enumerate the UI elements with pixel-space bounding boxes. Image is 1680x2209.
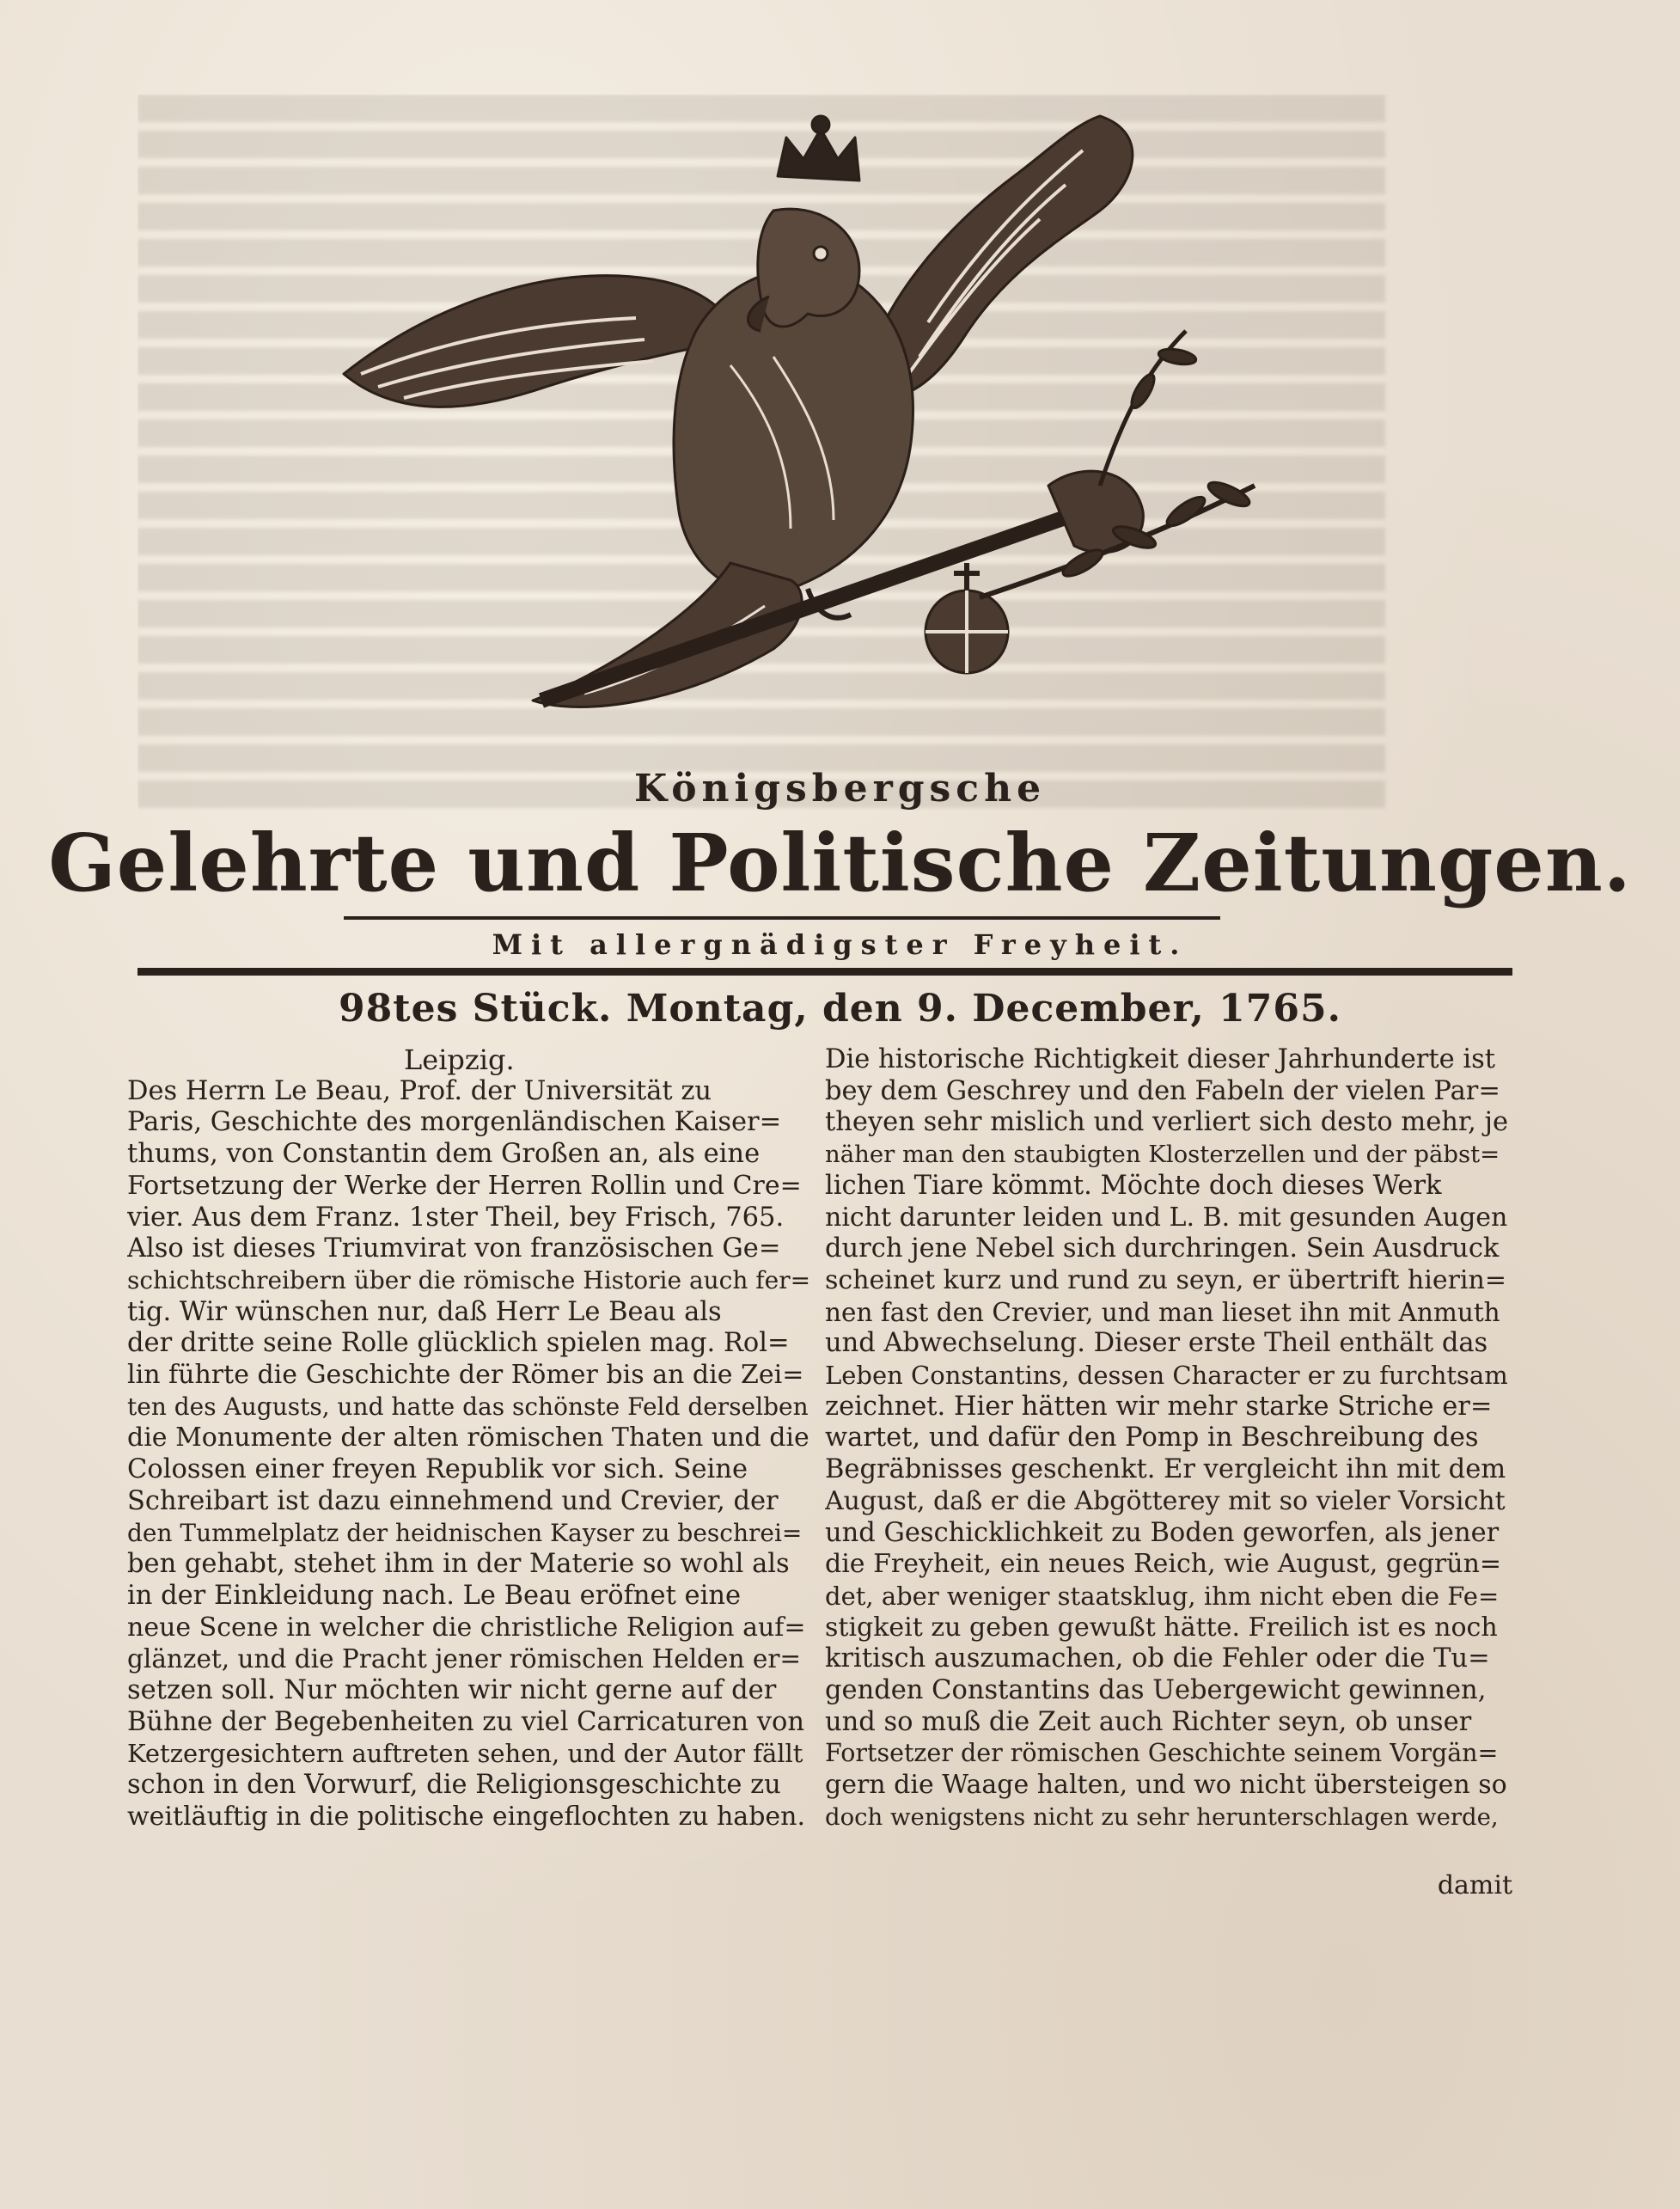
issue-dateline: 98tes Stück. Montag, den 9. December, 1765.: [339, 987, 1341, 1031]
text-line: zeichnet. Hier hätten wir mehr starke Striche er=: [825, 1391, 1493, 1422]
text-line: Colossen einer freyen Republik vor sich. Seine: [127, 1454, 748, 1485]
right-column: [825, 1044, 1508, 1833]
text-line: Leben Constantins, dessen Character er zu furchtsam: [825, 1361, 1508, 1391]
text-line: und so muß die Zeit auch Richter seyn, ob unser: [825, 1706, 1472, 1737]
text-line: ben gehabt, stehet ihm in der Materie so wohl als: [127, 1549, 790, 1580]
divider-rule: [344, 916, 1220, 920]
text-line: durch jene Nebel sich durchringen. Sein Ausdruck: [825, 1233, 1500, 1264]
text-line: kritisch auszumachen, ob die Fehler oder die Tu=: [825, 1643, 1490, 1674]
article-heading: Leipzig.: [404, 1043, 515, 1076]
left-column: [127, 1044, 810, 1833]
text-line: Fortsetzer der römischen Geschichte seinem Vorgän=: [825, 1739, 1499, 1768]
text-line: und Abwechselung. Dieser erste Theil enthält das: [825, 1328, 1488, 1359]
text-line: nicht darunter leiden und L. B. mit gesunden Augen: [825, 1202, 1508, 1233]
text-line: theyen sehr mislich und verliert sich desto mehr, je: [825, 1107, 1508, 1138]
text-line: die Freyheit, ein neues Reich, wie August, gegrün=: [825, 1549, 1502, 1580]
text-line: Ketzergesichtern auftreten sehen, und der Autor fällt: [127, 1739, 803, 1769]
text-line: Bühne der Begebenheiten zu viel Carricaturen von: [127, 1706, 804, 1737]
text-line: die Monumente der alten römischen Thaten und die: [127, 1423, 809, 1453]
text-line: Also ist dieses Triumvirat von französischen Ge=: [127, 1233, 781, 1264]
text-line: doch wenigstens nicht zu sehr herunterschlagen werde,: [825, 1802, 1499, 1831]
text-line: der dritte seine Rolle glücklich spielen mag. Rol=: [127, 1328, 790, 1359]
text-line: Des Herrn Le Beau, Prof. der Universität zu: [127, 1075, 712, 1106]
text-line: det, aber weniger staatsklug, ihm nicht eben die Fe=: [825, 1581, 1500, 1611]
text-line: Paris, Geschichte des morgenländischen Kaiser=: [127, 1107, 782, 1138]
masthead-city: Königsbergsche: [633, 767, 1047, 811]
text-line: August, daß er die Abgötterey mit so vieler Vorsicht: [825, 1485, 1506, 1516]
divider-rule-thick: [137, 968, 1512, 976]
text-line: thums, von Constantin dem Großen an, als eine: [127, 1139, 761, 1170]
text-line: und Geschicklichkeit zu Boden geworfen, als jener: [825, 1517, 1500, 1548]
text-line: näher man den staubigten Klosterzellen und der päbst=: [825, 1141, 1500, 1169]
masthead-title: Gelehrte und Politische Zeitungen.: [48, 817, 1632, 909]
privilege-line: Mit allergnädigster Freyheit.: [492, 928, 1188, 961]
text-line: schichtschreibern über die römische Historie auch fer=: [127, 1265, 810, 1294]
text-line: bey dem Geschrey und den Fabeln der vielen Par=: [825, 1075, 1500, 1106]
catchword: damit: [1437, 1870, 1512, 1900]
text-line: scheinet kurz und rund zu seyn, er übertrift hierin=: [825, 1264, 1506, 1295]
text-line: glänzet, und die Pracht jener römischen Helden er=: [127, 1644, 802, 1674]
text-line: ten des Augusts, und hatte das schönste Feld derselben: [127, 1392, 809, 1421]
text-line: Fortsetzung der Werke der Herren Rollin und Cre=: [127, 1170, 802, 1201]
text-line: Schreibart ist dazu einnehmend und Crevier, der: [127, 1485, 779, 1516]
text-line: lin führte die Geschichte der Römer bis an die Zei=: [127, 1360, 804, 1391]
text-line: gern die Waage halten, und wo nicht übersteigen so: [825, 1770, 1507, 1801]
text-line: stigkeit zu geben gewußt hätte. Freilich ist es noch: [825, 1612, 1498, 1643]
text-line: schon in den Vorwurf, die Religionsgeschichte zu: [127, 1770, 781, 1801]
text-line: genden Constantins das Uebergewicht gewinnen,: [825, 1675, 1487, 1706]
text-line: tig. Wir wünschen nur, daß Herr Le Beau als: [127, 1296, 722, 1327]
text-line: in der Einkleidung nach. Le Beau eröfnet eine: [127, 1580, 742, 1611]
text-line: lichen Tiare kömmt. Möchte doch dieses Werk: [825, 1170, 1442, 1201]
text-line: neue Scene in welcher die christliche Religion auf=: [127, 1612, 806, 1643]
text-line: vier. Aus dem Franz. 1ster Theil, bey Frisch, 765.: [127, 1202, 785, 1233]
crowned-eagle-icon: [327, 82, 1341, 769]
text-line: wartet, und dafür den Pomp in Beschreibung des: [825, 1423, 1479, 1453]
text-line: den Tummelplatz der heidnischen Kayser zu beschrei=: [127, 1518, 803, 1547]
text-line: weitläuftig in die politische eingeflochten zu haben.: [127, 1801, 806, 1832]
text-line: setzen soll. Nur möchten wir nicht gerne auf der: [127, 1675, 777, 1706]
text-line: nen fast den Crevier, und man lieset ihn mit Anmuth: [825, 1297, 1500, 1327]
text-line: Begräbnisses geschenkt. Er vergleicht ihn mit dem: [825, 1454, 1506, 1485]
text-line: Die historische Richtigkeit dieser Jahrhunderte ist: [825, 1044, 1495, 1074]
